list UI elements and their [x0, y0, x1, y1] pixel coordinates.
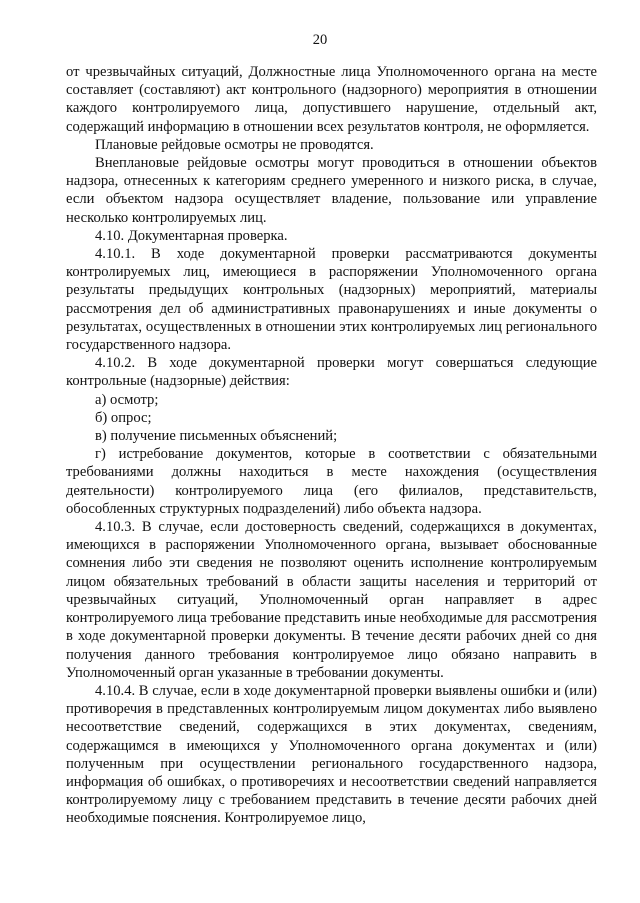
- paragraph-continuation: от чрезвычайных ситуаций, Должностные лица Уполномоченного органа на месте составляет (составляют) акт контрольного (надзорного) мероприятия в отношении каждого контролируемого лица, допустившего нарушение, отдельный акт, содержащий информацию в отношении всех результатов контроля, не оформляется.: [66, 64, 597, 135]
- list-item-a: а) осмотр;: [95, 391, 159, 408]
- paragraph-4-10-1: 4.10.1. В ходе документарной проверки рассматриваются документы контролируемых лиц, имеющиеся в распоряжении Уполномоченного органа результаты предыдущих контрольных (надзорных) мероприятий, материалы рассмотрения дел об административных правонарушениях и иные документы о результатах, осуществленных в отношении этих контролируемых лиц регионального государственного надзора.: [66, 246, 597, 354]
- paragraph-4-10-4: 4.10.4. В случае, если в ходе документарной проверки выявлены ошибки и (или) противоречия в представленных контролируемым лицом документах либо выявлено несоответствие сведений, содержащихся в этих документах, сведениям, содержащимся в имеющихся у Уполномоченного органа документах и (или) полученным при осуществлении регионального государственного надзора, информация об ошибках, о противоречиях и несоответствии сведений направляется контролируемому лицу с требованием представить в течение десяти рабочих дней необходимые пояснения. Контролируемое лицо,: [66, 682, 597, 827]
- list-item-b: б) опрос;: [95, 409, 152, 426]
- paragraph-4-10-3: 4.10.3. В случае, если достоверность сведений, содержащихся в документах, имеющихся в распоряжении Уполномоченного органа, вызывает обоснованные сомнения либо эти сведения не позволяют оценить исполнение контролируемым лицом обязательных требований в области защиты населения и территорий от чрезвычайных ситуаций, Уполномоченный орган направляет в адрес контролируемого лица требование представить иные необходимые для рассмотрения в ходе документарной проверки документы. В течение десяти рабочих дней со дня получения данного требования контролируемое лицо обязано направить в Уполномоченный орган указанные в требовании документы.: [66, 519, 597, 681]
- section-heading-4-10: 4.10. Документарная проверка.: [95, 227, 288, 244]
- list-item-g: г) истребование документов, которые в соответствии с обязательными требованиями должны находиться в месте нахождения (осуществления деятельности) контролируемого лица (его филиалов, представительств, обособленных структурных подразделений) либо объекта надзора.: [66, 446, 597, 517]
- paragraph-planned-raids: Плановые рейдовые осмотры не проводятся.: [95, 136, 374, 153]
- paragraph-unscheduled-raids: Внеплановые рейдовые осмотры могут проводиться в отношении объектов надзора, отнесенных к категориям среднего умеренного и низкого риска, в случае, если объектом надзора осуществляет владение, пользование или управление несколько контролируемых лиц.: [66, 155, 597, 226]
- list-item-v: в) получение письменных объяснений;: [95, 428, 338, 445]
- paragraph-4-10-2: 4.10.2. В ходе документарной проверки могут совершаться следующие контрольные (надзорные) действия:: [66, 355, 597, 390]
- document-body: [66, 63, 597, 828]
- page-number: 20: [312, 32, 328, 48]
